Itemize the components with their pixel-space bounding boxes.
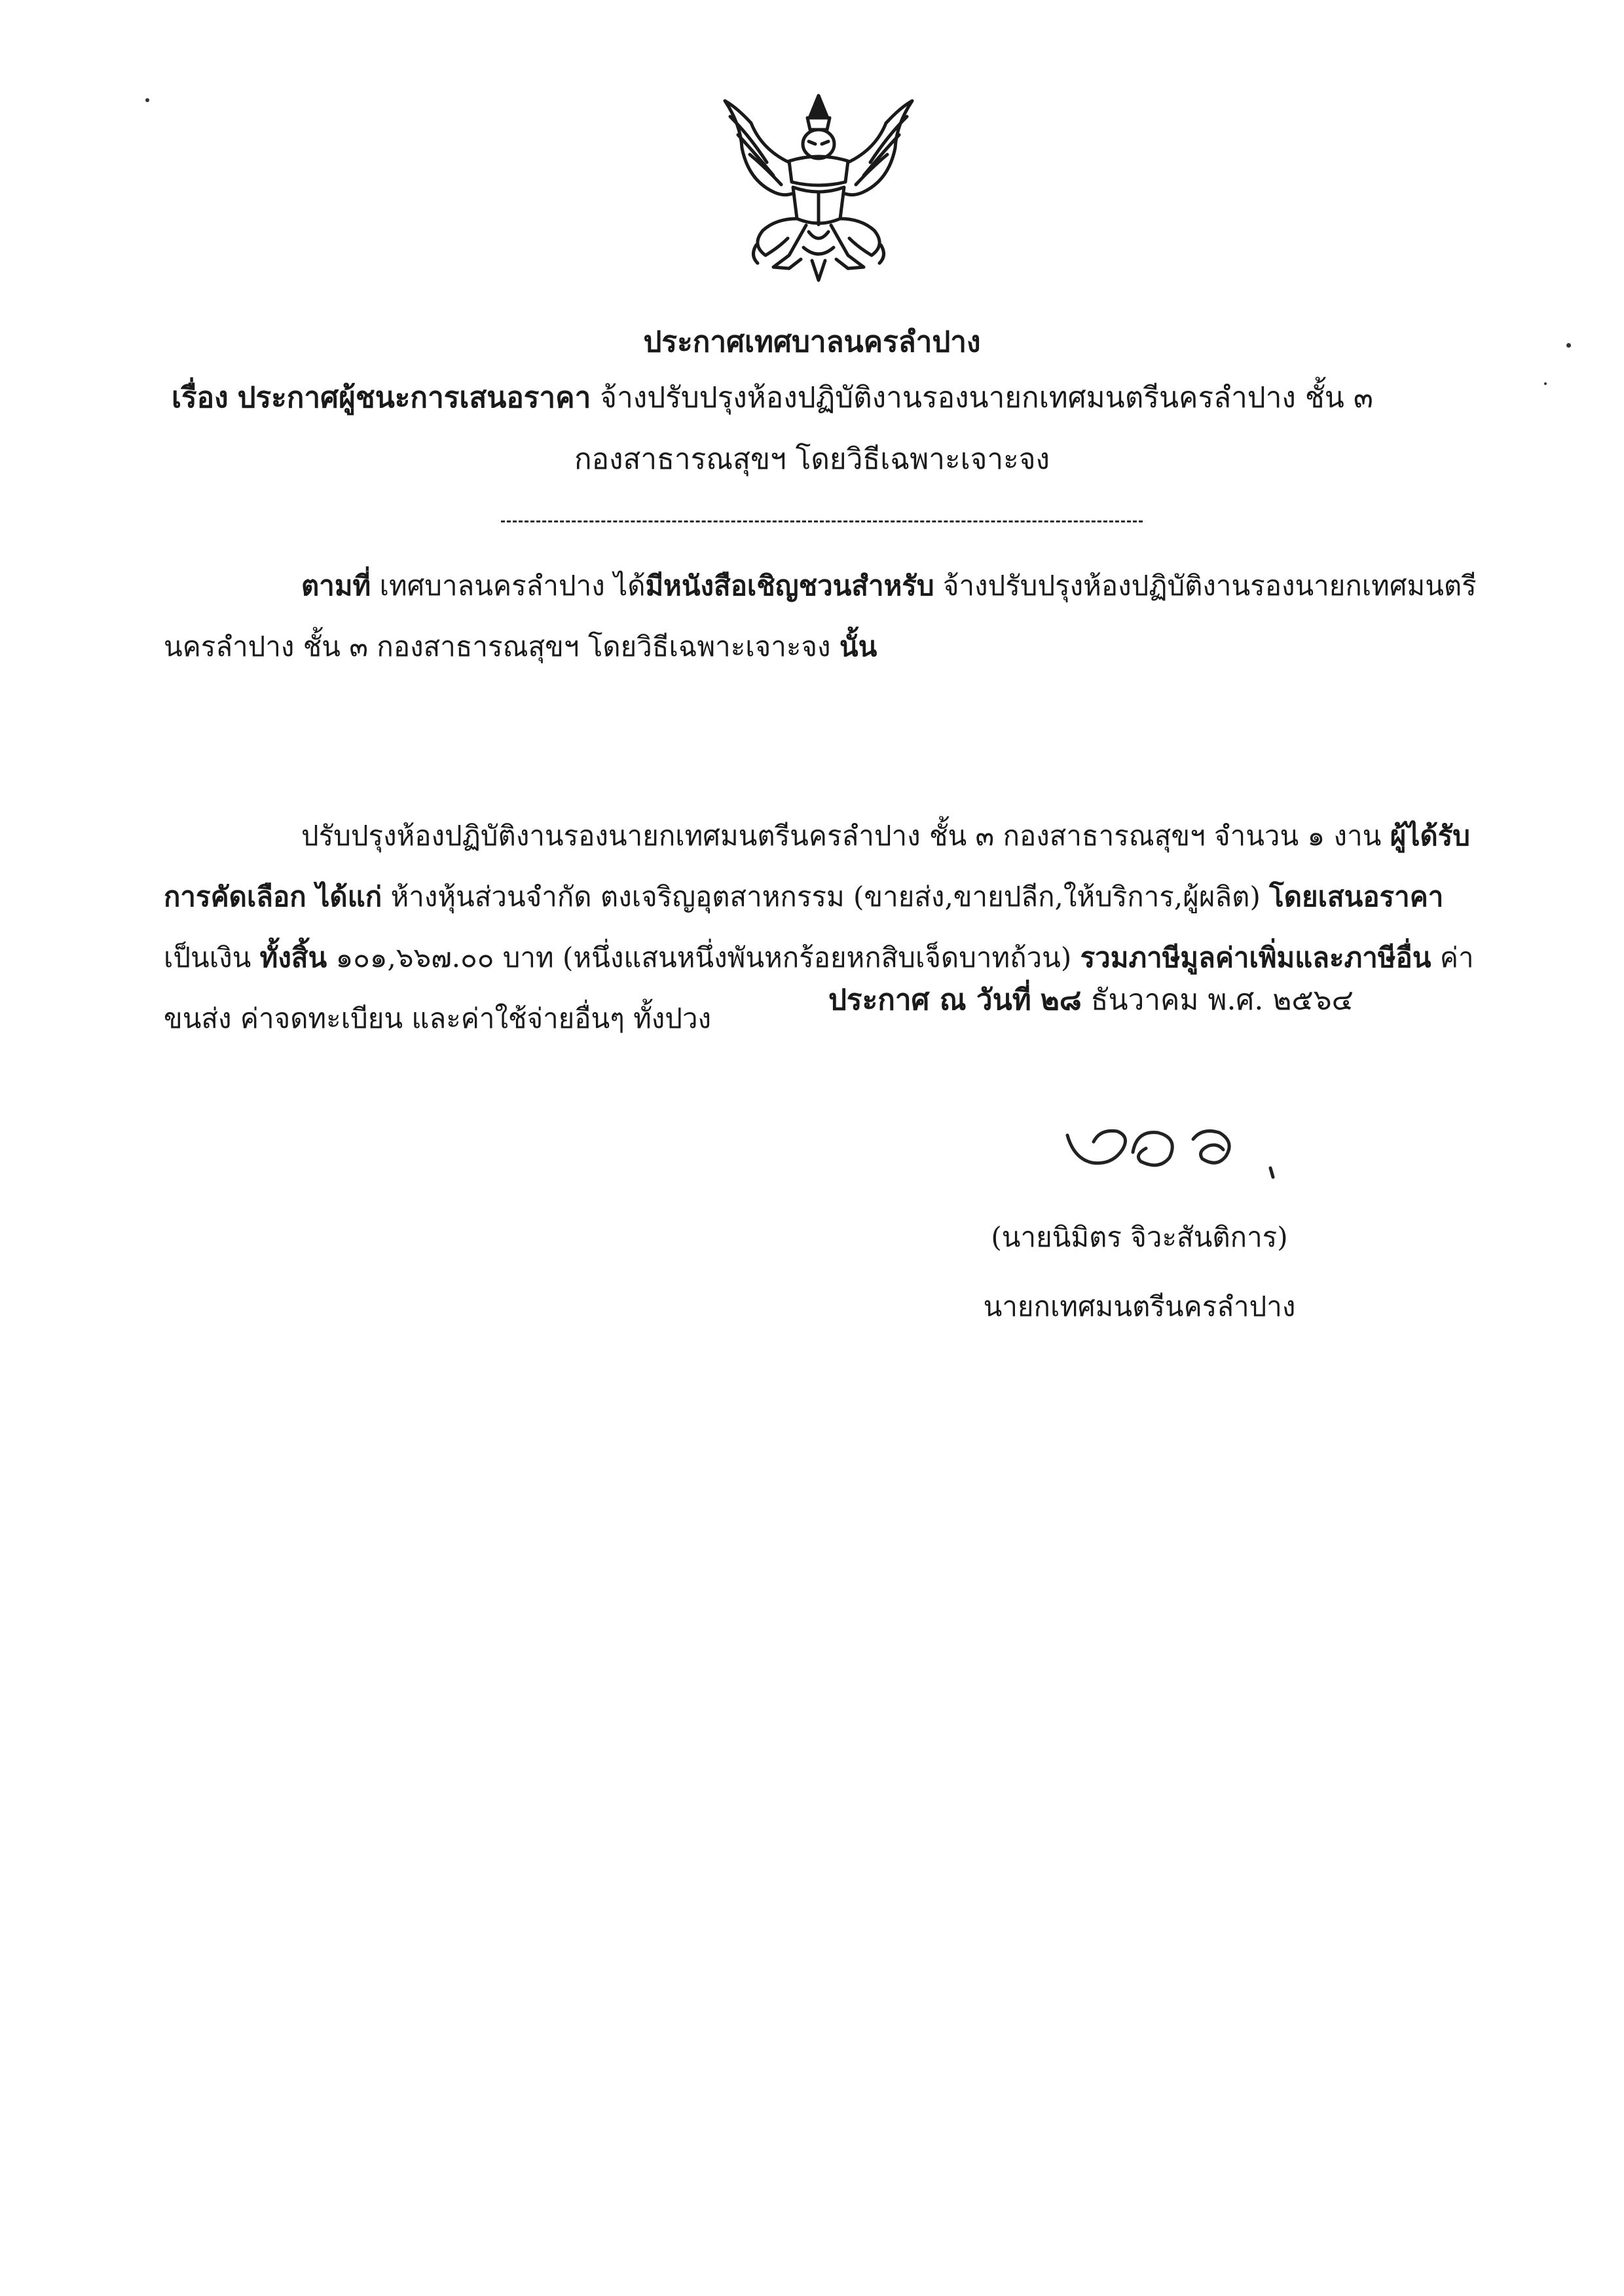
paragraph-2-text-4: ๑๐๑,๖๖๗.๐๐ บาท (หนึ่งแสนหนึ่งพันหกร้อยหกสิบเจ็ดบาทถ้วน) — [335, 941, 1072, 974]
subject-label: เรื่อง — [172, 381, 229, 414]
paragraph-2-text-3: เป็นเงิน — [164, 941, 251, 974]
scan-speck — [145, 98, 149, 102]
subject-line — [172, 378, 1481, 418]
subject-text: จ้างปรับปรุงห้องปฏิบัติงานรองนายกเทศมนตรีนครลำปาง ชั้น ๓ — [600, 381, 1373, 414]
paragraph-1-bold-1: มีหนังสือเชิญชวนสำหรับ — [645, 570, 934, 602]
paragraph-2-text-1: ปรับปรุงห้องปฏิบัติงานรองนายกเทศมนตรีนครลำปาง ชั้น ๓ กองสาธารณสุขฯ จำนวน ๑ งาน — [301, 820, 1382, 852]
scan-speck — [1566, 343, 1571, 348]
paragraph-1 — [164, 555, 1480, 677]
paragraph-2-text-5: ค่าขนส่ง ค่าจดทะเบียน และค่าใช้จ่ายอื่นๆ ทั้งปวง — [164, 941, 1474, 1034]
paragraph-1-text-1: เทศบาลนครลำปาง ได้ — [379, 570, 646, 602]
paragraph-1-lead: ตามที่ — [301, 570, 371, 602]
subject-line-2: กองสาธารณสุขฯ โดยวิธีเฉพาะเจาะจง — [574, 443, 1050, 476]
paragraph-1-bold-2: นั้น — [839, 630, 877, 663]
dashed-divider — [501, 520, 1143, 522]
paragraph-2-bold-2: โดยเสนอราคา — [1269, 881, 1444, 913]
signatory-name: (นายนิมิตร จิวะสันติการ) — [991, 1221, 1288, 1253]
paragraph-2-text-2: ห้างหุ้นส่วนจำกัด ตงเจริญอุตสาหกรรม (ขายส่ง,ขายปลีก,ให้บริการ,ผู้ผลิต) — [390, 881, 1261, 913]
date-label: ประกาศ ณ วันที่ — [828, 983, 1031, 1017]
paragraph-2-bold-4: รวมภาษีมูลค่าเพิ่มและภาษีอื่น — [1080, 941, 1431, 974]
scan-speck — [1544, 382, 1547, 385]
date-rest: ธันวาคม พ.ศ. ๒๕๖๔ — [1090, 983, 1354, 1017]
paragraph-1-text-2: จ้างปรับปรุงห้องปฏิบัติงานรองนายกเทศมนตรีนครลำปาง ชั้น ๓ กองสาธารณสุขฯ โดยวิธีเฉพาะเจาะจง — [164, 570, 1477, 663]
date-day: ๒๘ — [1040, 983, 1082, 1017]
subject-heading: ประกาศผู้ชนะการเสนอราคา — [237, 381, 591, 414]
announcement-date — [828, 981, 1354, 1020]
announcement-title: ประกาศเทศบาลนครลำปาง — [643, 325, 981, 359]
handwritten-signature-icon — [1054, 1113, 1303, 1185]
paragraph-2-bold-1: ผู้ได้รับการคัดเลือก ได้แก่ — [164, 820, 1470, 913]
signatory-position: นายกเทศมนตรีนครลำปาง — [983, 1290, 1296, 1322]
paragraph-2-bold-3: ทั้งสิ้น — [259, 941, 327, 974]
garuda-emblem-icon — [710, 84, 927, 293]
